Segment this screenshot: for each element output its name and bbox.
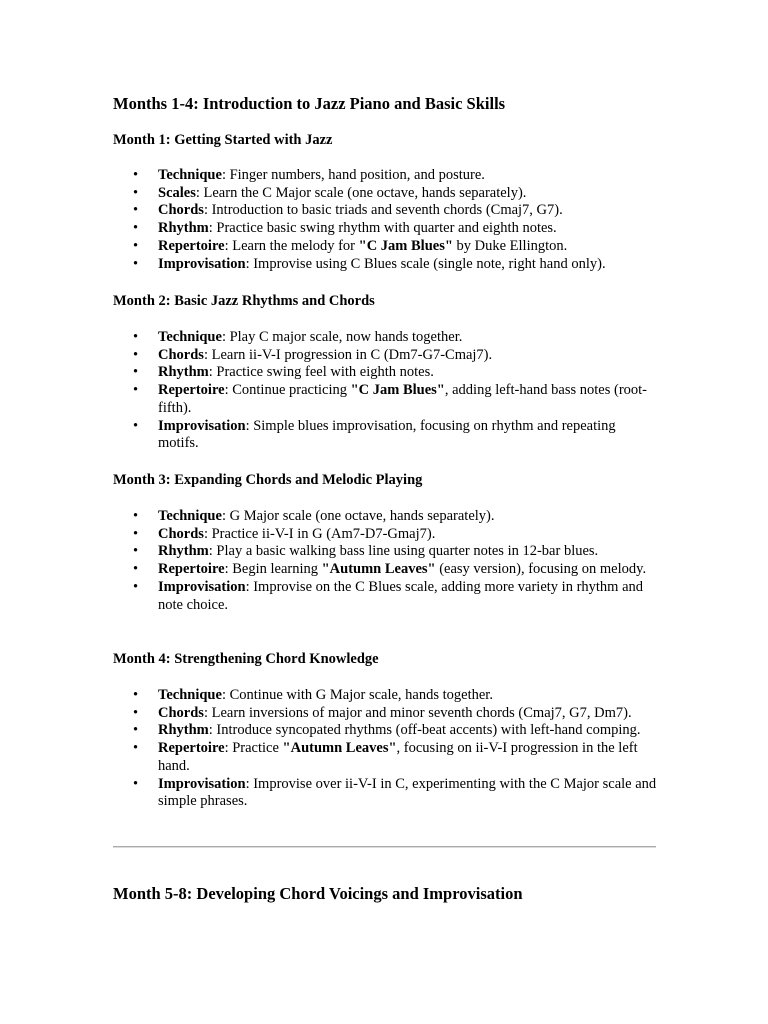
item-text: : Begin learning [224, 561, 322, 578]
item-text: : Learn inversions of major and minor seventh chords (Cmaj7, G7, Dm7). [203, 704, 632, 721]
item-label: Technique [158, 687, 222, 703]
bullet-icon: • [133, 346, 139, 363]
next-section-title: Month 5-8: Developing Chord Voicings and Improvisation [113, 884, 523, 903]
item-text: : Improvise on the C Blues scale, adding more variety in rhythm and note choice. [158, 578, 644, 613]
month-1-list [113, 167, 658, 273]
list-item [113, 202, 658, 220]
item-text-end: by Duke Ellington. [452, 237, 568, 254]
item-text: : Simple blues improvisation, focusing on rhythm and repeating motifs. [158, 417, 616, 452]
item-label: Chords [158, 525, 204, 542]
bullet-icon: • [133, 364, 139, 381]
item-label: Improvisation [158, 775, 246, 792]
item-label: Improvisation [158, 578, 246, 595]
item-text: : Learn the melody for [224, 237, 359, 254]
list-item [113, 256, 658, 274]
item-label: Technique [158, 167, 222, 183]
bullet-icon: • [133, 740, 139, 757]
item-text: : G Major scale (one octave, hands separately). [221, 508, 495, 524]
item-label: Repertoire [158, 237, 225, 254]
item-text: : Introduction to basic triads and seventh chords (Cmaj7, G7). [203, 202, 563, 219]
list-item [113, 776, 658, 811]
item-label: Chords [158, 202, 204, 219]
list-item [113, 418, 658, 453]
item-text: : Introduce syncopated rhythms (off-beat accents) with left-hand comping. [208, 722, 641, 739]
month-2-list [113, 329, 658, 453]
item-label: Repertoire [158, 561, 225, 578]
list-item [113, 543, 658, 561]
horizontal-rule [113, 846, 656, 848]
item-text: : Practice ii-V-I in G (Am7-D7-Gmaj7). [203, 525, 436, 542]
month-heading: Month 4: Strengthening Chord Knowledge [113, 651, 379, 667]
item-text: : Learn ii-V-I progression in C (Dm7-G7-Cmaj7). [203, 346, 493, 363]
month-3-list [113, 508, 658, 614]
piece-title: "C Jam Blues" [350, 382, 445, 399]
list-item [113, 364, 658, 382]
list-item [113, 167, 658, 185]
item-text-end: , adding left-hand bass notes (root-fifth). [158, 382, 648, 416]
item-label: Improvisation [158, 255, 246, 272]
bullet-icon: • [133, 508, 139, 524]
item-text: : Practice basic swing rhythm with quarter and eighth notes. [208, 220, 557, 237]
item-label: Improvisation [158, 417, 246, 434]
piece-title: "Autumn Leaves" [282, 740, 397, 757]
item-text: : Continue practicing [224, 382, 351, 399]
month-heading: Month 2: Basic Jazz Rhythms and Chords [113, 293, 375, 309]
item-label: Rhythm [158, 543, 209, 560]
bullet-icon: • [133, 220, 139, 237]
item-text-end: , focusing on ii-V-I progression in the left hand. [158, 740, 638, 774]
list-item [113, 561, 658, 579]
item-label: Repertoire [158, 740, 225, 757]
list-item [113, 185, 658, 203]
item-label: Technique [158, 508, 222, 524]
list-item [113, 722, 658, 740]
list-item [113, 687, 658, 705]
item-text: : Practice [224, 740, 283, 757]
month-4-list [113, 687, 658, 811]
item-label: Chords [158, 346, 204, 363]
list-item [113, 579, 658, 614]
list-item [113, 705, 658, 723]
item-label: Scales [158, 184, 196, 201]
bullet-icon: • [133, 237, 139, 254]
piece-title: "Autumn Leaves" [321, 561, 436, 578]
bullet-icon: • [133, 255, 139, 272]
item-label: Technique [158, 329, 222, 345]
list-item [113, 329, 658, 347]
item-label: Rhythm [158, 722, 209, 739]
month-heading: Month 3: Expanding Chords and Melodic Playing [113, 472, 423, 488]
list-item [113, 347, 658, 365]
bullet-icon: • [133, 417, 139, 434]
bullet-icon: • [133, 543, 139, 560]
list-item [113, 382, 658, 417]
item-text: : Finger numbers, hand position, and posture. [221, 167, 485, 183]
item-text: : Improvise over ii-V-I in C, experimenting with the C Major scale and simple phrases. [158, 775, 657, 810]
list-item [113, 220, 658, 238]
bullet-icon: • [133, 722, 139, 739]
item-text: : Practice swing feel with eighth notes. [208, 364, 434, 381]
item-text: : Play C major scale, now hands together. [221, 329, 463, 345]
bullet-icon: • [133, 184, 139, 201]
list-item [113, 238, 658, 256]
month-heading: Month 1: Getting Started with Jazz [113, 132, 333, 148]
section-title: Months 1-4: Introduction to Jazz Piano and Basic Skills [113, 94, 506, 113]
bullet-icon: • [133, 704, 139, 721]
bullet-icon: • [133, 775, 139, 792]
item-text: : Learn the C Major scale (one octave, hands separately). [195, 184, 527, 201]
item-label: Chords [158, 704, 204, 721]
bullet-icon: • [133, 202, 139, 219]
bullet-icon: • [133, 687, 139, 703]
bullet-icon: • [133, 382, 139, 399]
bullet-icon: • [133, 167, 139, 183]
list-item [113, 508, 658, 526]
bullet-icon: • [133, 561, 139, 578]
item-text: : Continue with G Major scale, hands together. [221, 687, 493, 703]
list-item [113, 740, 658, 775]
item-text: : Play a basic walking bass line using quarter notes in 12-bar blues. [208, 543, 599, 560]
item-label: Rhythm [158, 220, 209, 237]
piece-title: "C Jam Blues" [358, 237, 453, 254]
bullet-icon: • [133, 329, 139, 345]
item-label: Rhythm [158, 364, 209, 381]
bullet-icon: • [133, 525, 139, 542]
item-label: Repertoire [158, 382, 225, 399]
item-text: : Improvise using C Blues scale (single note, right hand only). [245, 255, 606, 272]
item-text-end: (easy version), focusing on melody. [435, 561, 647, 578]
list-item [113, 526, 658, 544]
bullet-icon: • [133, 578, 139, 595]
